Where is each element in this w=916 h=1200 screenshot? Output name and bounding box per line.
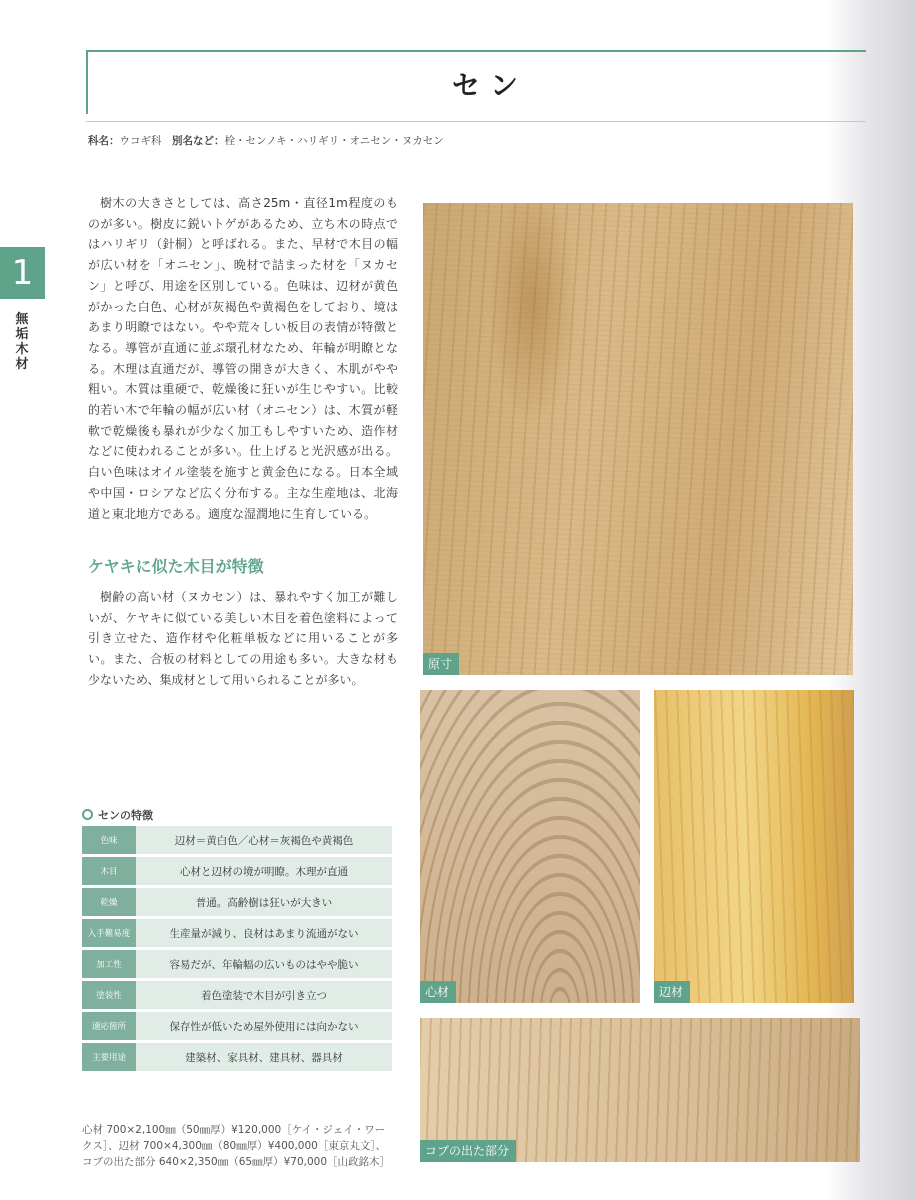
body-paragraph-2: 樹齢の高い材（ヌカセン）は、暴れやすく加工が難しいが、ケヤキに似ている美しい木目を着色塗料によって引き立せた、造作材や化粧単板などに用いることが多い。また、合板の材料としての用途も多い。大きな材も少ないため、集成材として用いられることが多い。 — [88, 590, 398, 687]
row-label: 加工性 — [82, 949, 136, 980]
table-row — [82, 826, 392, 856]
row-value: 辺材＝黄白色／心材＝灰褐色や黄褐色 — [136, 826, 392, 856]
row-value: 保存性が低いため屋外使用には向かない — [136, 1011, 392, 1042]
row-label: 主要用途 — [82, 1042, 136, 1073]
table-row — [82, 856, 392, 887]
price-credit: 心材 700×2,100㎜（50㎜厚）¥120,000［ケイ・ジェイ・ワークス］、辺材 700×4,300㎜（80㎜厚）¥400,000［東京丸文］、コブの出た部分 640×2,350㎜（65㎜厚）¥70,000［山政銘木］ — [82, 1124, 391, 1168]
section-heading: ケヤキに似た木目が特徴 — [88, 557, 264, 576]
wood-photo-actual-size — [423, 203, 853, 675]
row-value: 着色塗装で木目が引き立つ — [136, 980, 392, 1011]
row-label: 色味 — [82, 826, 136, 856]
family-value: ウコギ科 — [119, 135, 162, 147]
table-row — [82, 1011, 392, 1042]
bullet-circle-icon — [82, 809, 93, 820]
header-rule-top — [86, 50, 866, 52]
photo-caption: 原寸 — [423, 653, 459, 675]
features-title-text: センの特徴 — [98, 809, 153, 822]
chapter-label: 無垢木材 — [15, 312, 29, 372]
row-value: 建築材、家具材、建具材、器具材 — [136, 1042, 392, 1073]
family-label: 科名： — [88, 135, 120, 147]
row-value: 容易だが、年輪幅の広いものはやや脆い — [136, 949, 392, 980]
species-meta — [88, 133, 444, 148]
table-row — [82, 949, 392, 980]
table-row — [82, 980, 392, 1011]
chapter-number: 1 — [0, 247, 45, 299]
row-label: 木目 — [82, 856, 136, 887]
wood-photo-burl — [420, 1018, 860, 1162]
body-paragraph-1: 樹木の大きさとしては、高さ25m・直径1m程度のものが多い。樹皮に鋭いトゲがあるため、立ち木の時点ではハリギリ（針桐）と呼ばれる。また、早材で木目の幅が広い材を「オニセン」、晩材で詰まった材を「ヌカセン」と呼び、用途を区別している。色味は、辺材が黄色がかった白色、心材が灰褐色や黄褐色をしており、境はあまり明瞭ではない。やや荒々しい板目の表情が特徴となる。導管が直通に並ぶ環孔材なため、年輪が明瞭となる。木理は直通だが、導管の開きが大きく、木肌がやや粗い。木質は重硬で、乾燥後に狂いが生じやすい。比較的若い木で年輪の幅が広い材（オニセン）は、木質が軽軟で乾燥後も暴れが少なく加工もしやすいため、造作材などに使われることが多い。仕上げると光沢感が出る。白い色味はオイル塗装を施すと黄金色になる。日本全域や中国・ロシアなど広く分布する。主な生産地は、北海道と東北地方である。適度な湿潤地に生育している。 — [88, 196, 398, 521]
page-title: セン — [451, 69, 528, 102]
alias-label: 別名など： — [172, 135, 225, 147]
alias-value: 栓・センノキ・ハリギリ・オニセン・ヌカセン — [224, 135, 444, 147]
photo-caption: 辺材 — [654, 981, 690, 1003]
features-table — [82, 826, 392, 1074]
row-label: 塗装性 — [82, 980, 136, 1011]
photo-caption: コブの出た部分 — [420, 1140, 516, 1162]
features-title — [82, 807, 153, 823]
row-value: 心材と辺材の境が明瞭。木理が直通 — [136, 856, 392, 887]
header-rule-bottom — [86, 121, 866, 122]
wood-photo-sapwood — [654, 690, 854, 1003]
header-rule-vertical — [86, 50, 88, 114]
row-value: 普通。高齢樹は狂いが大きい — [136, 887, 392, 918]
wood-photo-heartwood — [420, 690, 640, 1003]
table-row — [82, 918, 392, 949]
table-row — [82, 1042, 392, 1073]
row-label: 適応箇所 — [82, 1011, 136, 1042]
row-label: 入手難易度 — [82, 918, 136, 949]
row-label: 乾燥 — [82, 887, 136, 918]
row-value: 生産量が減り、良材はあまり流通がない — [136, 918, 392, 949]
table-row — [82, 887, 392, 918]
photo-caption: 心材 — [420, 981, 456, 1003]
